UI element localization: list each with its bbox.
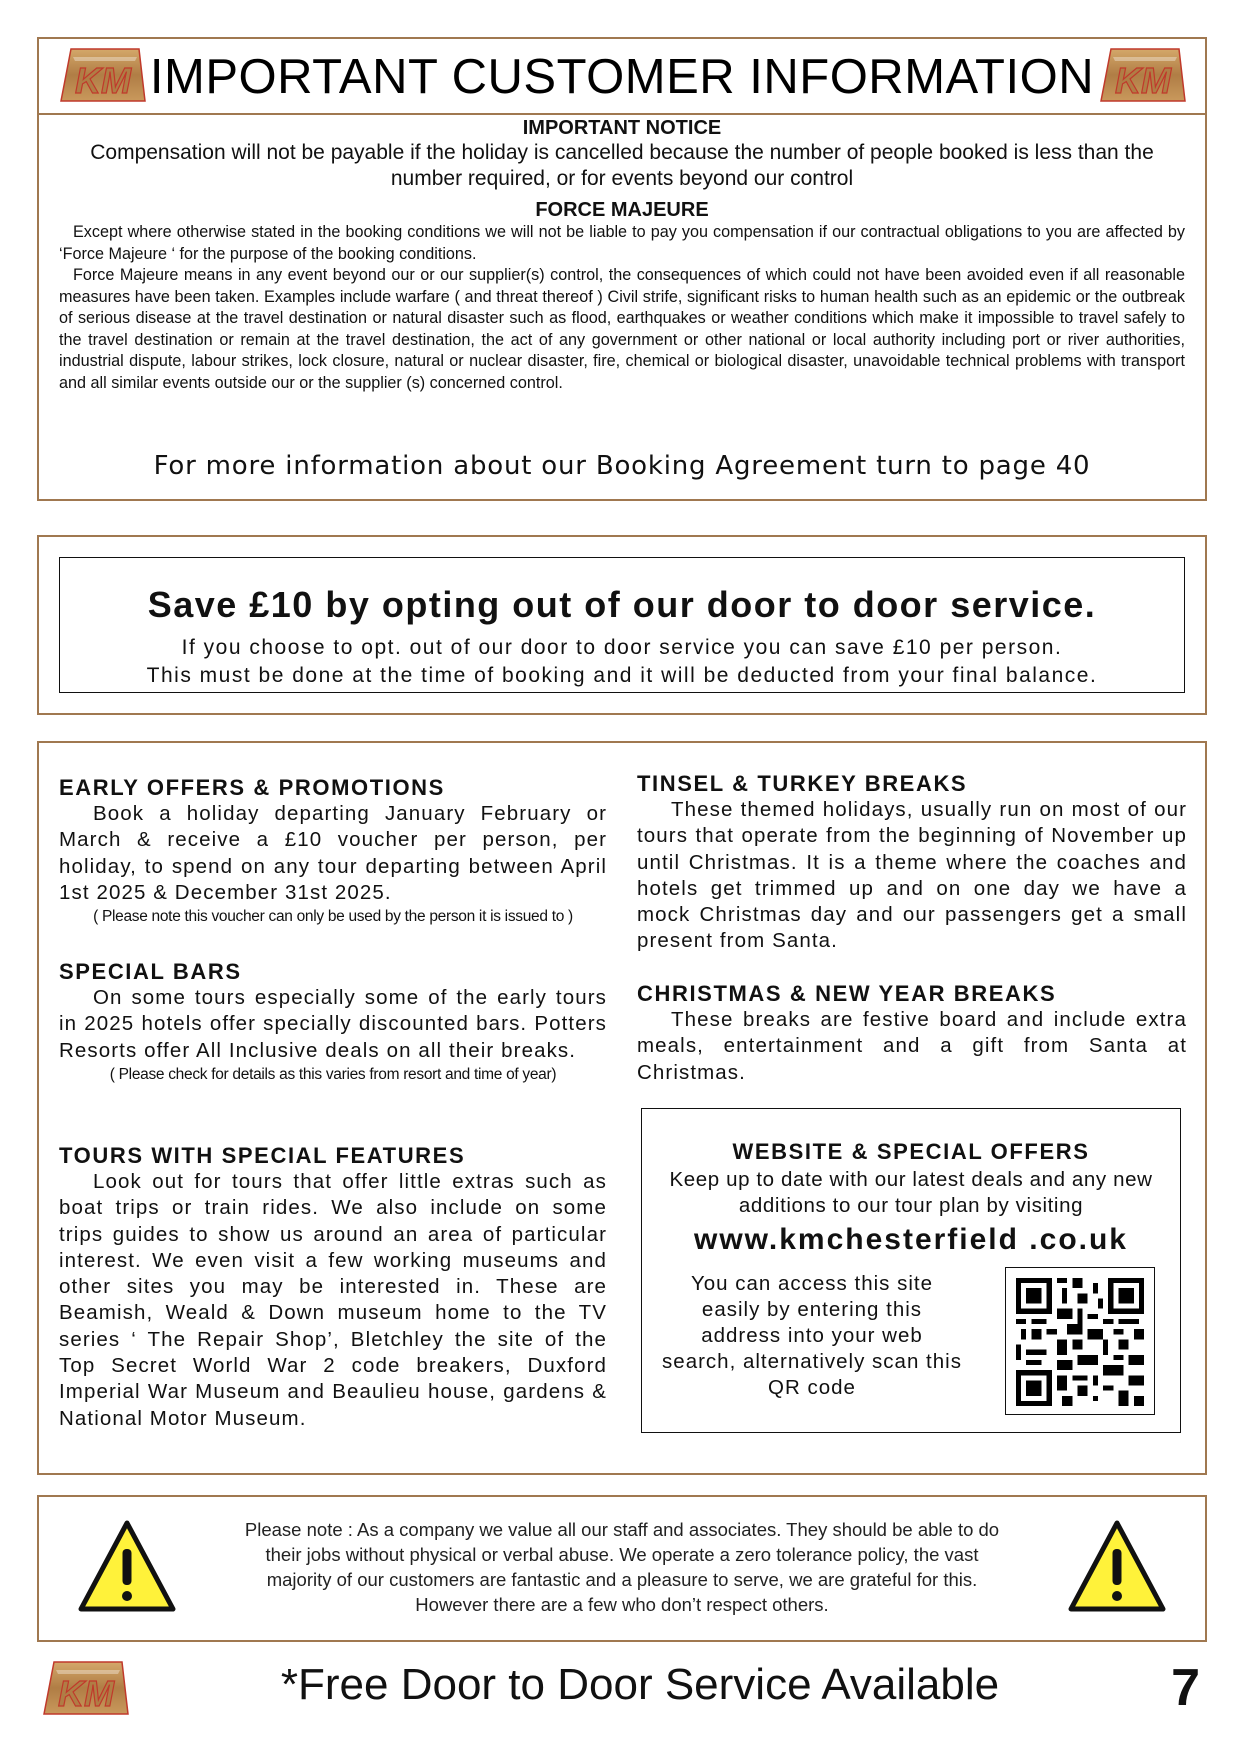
website-access-instructions: You can access this site easily by entering this address into your web search, alternatively scan this QR code <box>662 1272 962 1399</box>
staff-notice-text: Please note : As a company we value all our staff and associates. They should be able to do their jobs without physical or verbal abuse. We operate a zero tolerance policy, the vast majority of our customers are fantastic and a pleasure to serve, we are grateful for this. However there are a few who don’t respect others. <box>244 1519 1000 1615</box>
qr-code-icon[interactable] <box>1005 1267 1155 1415</box>
tinsel-turkey-body: These themed holidays, usually run on most of our tours that operate from the beginning of November up until Christmas. It is a theme where the coaches and hotels get trimmed up and on one day we have a mock Christmas day and our passengers get a small present from Santa. <box>637 798 1187 953</box>
page-number: 7 <box>1171 1659 1200 1717</box>
special-features-heading: TOURS WITH SPECIAL FEATURES <box>59 1143 466 1168</box>
special-bars-body: On some tours especially some of the early tours in 2025 hotels offer specially discounted bars. Potters Resorts offer All Inclusive deals on all their breaks. <box>59 986 607 1062</box>
force-majeure-body <box>59 222 1185 394</box>
save-offer-title: Save £10 by opting out of our door to door service. <box>147 584 1097 625</box>
special-bars-section <box>59 959 607 1084</box>
website-url-link[interactable]: www.kmchesterfield .co.uk <box>693 1223 1128 1256</box>
website-heading: WEBSITE & SPECIAL OFFERS <box>732 1139 1090 1164</box>
tinsel-turkey-heading: TINSEL & TURKEY BREAKS <box>637 771 968 796</box>
header-bar <box>39 39 1205 115</box>
force-majeure-paragraph: Except where otherwise stated in the booking conditions we will not be liable to pay you compensation if our contractual obligations to you are affected by ‘Force Majeure ‘ for the purpose of the booking conditions. <box>59 223 1185 263</box>
warning-triangle-icon <box>77 1517 177 1617</box>
save-offer-panel <box>37 535 1207 715</box>
website-description: Keep up to date with our latest deals and any new additions to our tour plan by visiting <box>669 1168 1153 1217</box>
special-features-body: Look out for tours that offer little extras such as boat trips or train rides. We also include on some trips guides to show us around an area of particular interest. We even visit a few working museums and other sites you may be interested in. These are Beamish, Weald & Down museum home to the TV series ‘ The Repair Shop’, Bletchley the site of the Top Secret World War 2 code breakers, Duxford Imperial War Museum and Beaulieu house, gardens & National Motor Museum. <box>59 1170 607 1430</box>
early-offers-body: Book a holiday departing January February or March & receive a £10 voucher per person, per holiday, to spend on any tour departing between April 1st 2025 & December 31st 2025. <box>59 802 607 904</box>
qr-code-graphic <box>1016 1278 1144 1406</box>
early-offers-note: ( Please note this voucher can only be used by the person it is issued to ) <box>93 908 573 926</box>
special-features-section <box>59 1143 607 1432</box>
force-majeure-paragraph: Force Majeure means in any event beyond our or our supplier(s) control, the consequences of which could not have been avoided even if all reasonable measures have been taken. Examples include warfare ( and threat thereof ) Civil strife, significant risks to human health such as an epidemic or the outbreak of serious disease at the travel destination or natural disaster such as flood, earthquakes or weather conditions which make it impossible to travel safely to the travel destination or remain at the travel destination, the act of any government or other national or local authority including port or river authorities, industrial dispute, labour strikes, lock closure, natural or nuclear disaster, fire, chemical or biological disaster, unavoidable technical problems with transport and all similar events outside our or the supplier (s) concerned control. <box>59 266 1185 392</box>
footer-tagline: *Free Door to Door Service Available <box>280 1660 1000 1709</box>
staff-notice-panel <box>37 1495 1207 1642</box>
important-notice-body: Compensation will not be payable if the holiday is cancelled because the number of people booked is less than the number required, or for events beyond our control <box>90 141 1154 190</box>
save-offer-box <box>59 557 1185 693</box>
important-info-panel <box>37 37 1207 501</box>
booking-agreement-reference: For more information about our Booking Agreement turn to page 40 <box>153 451 1091 481</box>
km-logo-icon <box>1097 47 1187 103</box>
early-offers-section <box>59 775 607 926</box>
offers-panel <box>37 741 1207 1475</box>
save-offer-line-2: This must be done at the time of booking and it will be deducted from your final balance. <box>146 664 1098 687</box>
early-offers-heading: EARLY OFFERS & PROMOTIONS <box>59 775 445 800</box>
website-offers-box <box>641 1108 1181 1433</box>
tinsel-turkey-section <box>637 771 1187 955</box>
page-title: IMPORTANT CUSTOMER INFORMATION <box>149 50 1095 104</box>
christmas-new-year-section <box>637 981 1187 1086</box>
special-bars-note: ( Please check for details as this varies from resort and time of year) <box>109 1065 557 1083</box>
christmas-new-year-body: These breaks are festive board and include extra meals, entertainment and a gift from Santa at Christmas. <box>637 1008 1187 1084</box>
special-bars-heading: SPECIAL BARS <box>59 959 242 984</box>
warning-triangle-icon <box>1067 1517 1167 1617</box>
km-logo-icon <box>40 1658 130 1718</box>
important-notice-heading: IMPORTANT NOTICE <box>522 117 722 139</box>
save-offer-line-1: If you choose to opt. out of our door to door service you can save £10 per person. <box>181 636 1063 659</box>
force-majeure-heading: FORCE MAJEURE <box>535 199 709 221</box>
christmas-new-year-heading: CHRISTMAS & NEW YEAR BREAKS <box>637 981 1057 1006</box>
